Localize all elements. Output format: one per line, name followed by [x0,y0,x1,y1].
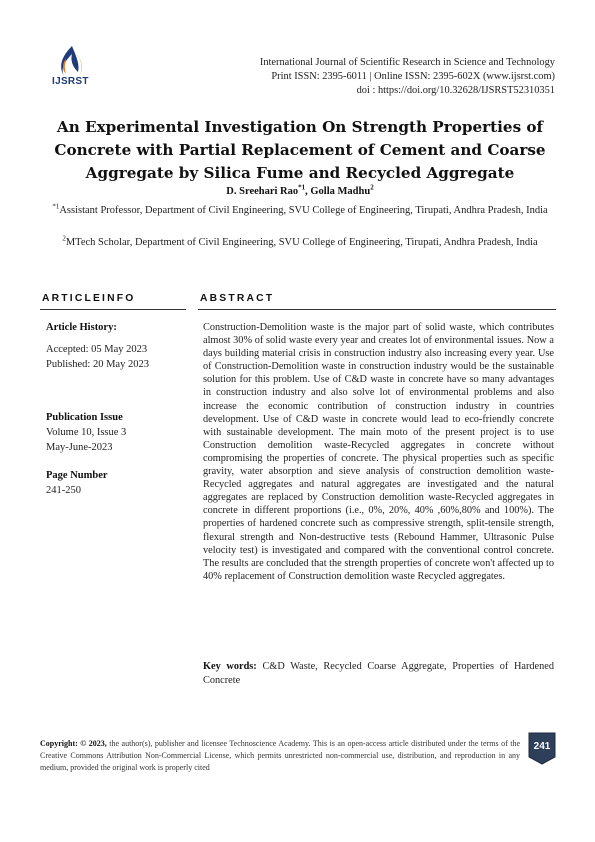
article-history-label: Article History: [46,322,117,333]
volume-issue: Volume 10, Issue 3 [46,427,127,438]
affiliation-1-text: Assistant Professor, Department of Civil Engineering, SVU College of Engineering, Tirupati, Andhra Pradesh, India [59,205,548,216]
copyright-text: the author(s), publisher and licensee Technoscience Academy. This is an open-access article distributed under the terms of the Creative Commons Attribution Non-Commercial License, which permits unrestricted non-commercial use, distribution, and reproduction in any medium, provided the original work is properly cited [40,739,521,772]
article-info-heading: ARTICLEINFO [42,293,136,304]
journal-issn[interactable]: Print ISSN: 2395-6011 | Online ISSN: 2395-602X (www.ijsrst.com) [271,71,555,82]
abstract-rule [198,309,556,310]
abstract-heading: ABSTRACT [200,293,275,304]
author-2-sup: 2 [370,183,374,192]
journal-header [195,56,555,98]
affiliation-1-sup: *1 [52,202,60,211]
author-line [50,183,550,197]
affiliation-2-text: MTech Scholar, Department of Civil Engineering, SVU College of Engineering, Tirupati, Andhra Pradesh, India [65,237,538,248]
affiliation-2-sup: 2 [62,234,66,243]
affiliation-2 [40,235,560,251]
journal-logo-text: IJSRST [52,76,89,87]
author-2: Golla Madhu [310,186,371,197]
journal-doi[interactable]: doi : https://doi.org/10.32628/IJSRST52310351 [356,85,555,96]
author-separator: , [305,186,311,197]
article-info-panel [46,320,186,498]
page-number-label: Page Number [46,470,108,481]
publication-issue-label: Publication Issue [46,412,123,423]
accepted-date: Accepted: 05 May 2023 [46,344,148,355]
keywords-text: C&D Waste, Recycled Coarse Aggregate, Properties of Hardened Concrete [203,661,554,686]
author-1: D. Sreehari Rao [226,186,299,197]
published-date: Published: 20 May 2023 [46,359,149,370]
journal-name: International Journal of Scientific Research in Science and Technology [259,57,555,68]
article-info-rule [40,309,186,310]
abstract-body: Construction-Demolition waste is the major part of solid waste, which contributes almost 30% of solid waste every year and creates lot of environmental issues. Now a days building material crisis in construction industry also increasing every year. Use of Construction-Demolition waste in construction industry would be the sustainable solution for this problem. Use of C&D waste in concrete have so many advantages in construction industry and also solve lot of environmental problems and also increase the economic contribution of construction industry in countries development. Use of C&D waste in concrete would lead to eco-friendly concrete with sustainable development. The main moto of the present project is to use Construction demolition waste-Recycled aggregates in concrete without compromising the properties of concrete. The physical properties such as specific gravity, water absorption and sieve analysis of construction demolition waste-Recycled aggregates and natural aggregates are investigated and the natural aggregates are replaced by Construction demolition waste-Recycled aggregates in concrete in different proportions (i.e., 0%, 20%, 40% ,60%,80% and 100%). The properties of hardened concrete such as compressive strength, split-tensile strength, flexural strength and Non-destructive tests (Rebound Hammer, Ultrasonic Pulse velocity test) is investigated and compared with the conventional control concrete. The results are concluded that the strength properties of concrete won't affected up to 40% replacement of Construction demolition waste Recycled aggregates. [203,322,554,582]
copyright-label: Copyright: © 2023, [40,739,107,748]
affiliation-1 [40,203,560,219]
keywords-label: Key words: [203,661,257,672]
author-1-sup: *1 [298,183,306,192]
page-range: 241-250 [46,485,81,496]
page-number: 241 [533,741,551,752]
copyright-notice [40,738,520,774]
paper-title: An Experimental Investigation On Strength Properties of Concrete with Partial Replacement of Cement and Coarse Aggregate by Silica Fume and Recycled Aggregate [54,118,546,182]
issue-period: May-June-2023 [46,442,113,453]
keywords-block [203,660,554,687]
